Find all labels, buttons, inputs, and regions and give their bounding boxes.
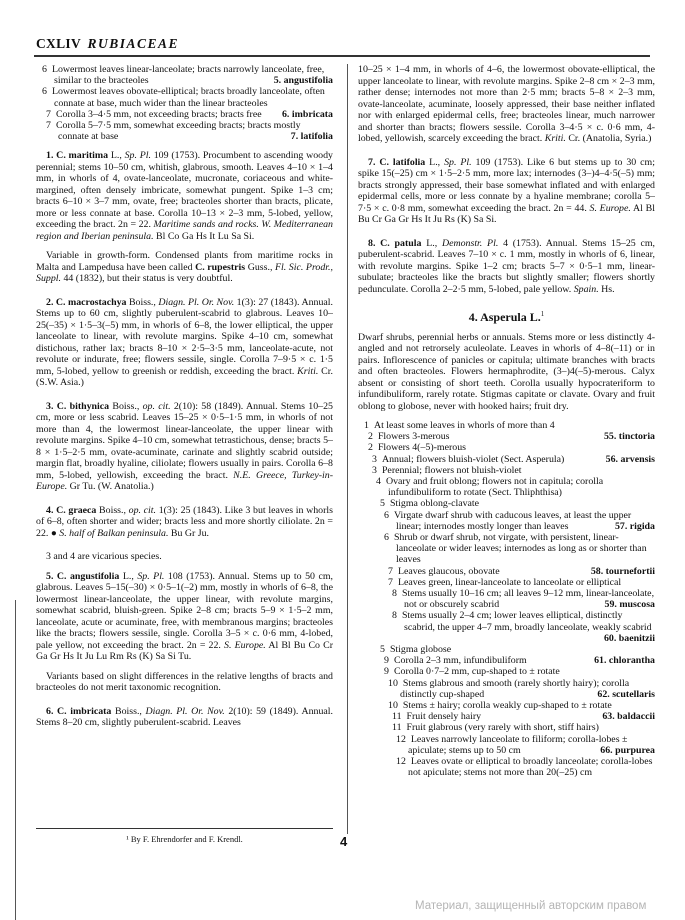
key-couplet: [358, 577, 655, 588]
couplet-number: 10: [388, 700, 398, 712]
couplet-text: Lowermost leaves linear-lanceolate; bracts narrowly lanceolate, free, similar to the bracteoles: [51, 64, 325, 87]
species-entry: 1. C. maritima L., Sp. Pl. 109 (1753). Procumbent to ascending woody perennial; stems 10–50 cm, whitish, glabrous, smooth. Leaves 4–10 × 1–4 mm, in whorls of 4, ovate-lanceolate, mucronate, coriaceous and white-margined, often densely imbricate, somewhat pungent. Spike 1–3 cm; bracts 6–10 × 3–7 mm, ovate, free; bracteoles shorter than bracts, plicate, more or less connate at base. Corolla 10–13 × 2–3 mm, 5-lobed, yellow, exceeding the bract. 2n = 22. Maritime sands and rocks. W. Mediterranean region and Iberian peninsula. Bl Co Ga Hs It Lu Sa Si.: [36, 150, 333, 242]
species-note: Variants based on slight differences in the relative lengths of bracts and bracteoles do not merit taxonomic recognition.: [36, 670, 333, 694]
couplet-result: 6. imbricata: [281, 108, 333, 120]
copyright-watermark: Материал, защищенный авторским правом: [415, 900, 647, 912]
couplet-result: 61. chlorantha: [594, 655, 655, 667]
right-margin-bar: [347, 64, 348, 834]
couplet-result: 58. tournefortii: [590, 565, 655, 577]
species-note: Variable in growth-form. Condensed plants from maritime rocks in Malta and Lampedusa have been called C. rupestris Guss., Fl. Sic. Prodr., Suppl. 44 (1832), but their status is very doubtful.: [36, 250, 333, 285]
key-couplet: [36, 120, 333, 142]
couplet-text: Ovary and fruit oblong; flowers not in capitula; corolla infundibuliform to rotate (Sect. Thliphthisa): [385, 476, 604, 499]
chapter-number: CXLIV: [36, 36, 81, 51]
species-key-right: [358, 420, 655, 779]
key-couplet: [358, 476, 655, 498]
couplet-number: 12: [396, 756, 406, 768]
couplet-result: 7. latifolia: [290, 131, 333, 143]
couplet-number: 6: [384, 509, 389, 521]
couplet-text: Virgate dwarf shrub with caducous leaves, at least the upper linear; internodes mostly longer than leaves: [393, 509, 632, 532]
couplet-text: Annual; flowers bluish-violet (Sect. Asperula): [381, 453, 565, 465]
key-couplet: [36, 86, 333, 108]
key-couplet: [358, 532, 655, 566]
key-couplet: [358, 566, 655, 577]
couplet-result: 66. purpurea: [600, 744, 655, 756]
couplet-result: 57. rigida: [614, 520, 655, 532]
key-couplet: [358, 498, 655, 509]
family-name: RUBIACEAE: [87, 36, 179, 51]
key-couplet: [358, 420, 655, 431]
key-couplet: [358, 666, 655, 677]
key-couplet: [358, 465, 655, 476]
footnote-rule: [36, 828, 333, 829]
key-couplet: [358, 431, 655, 442]
couplet-text: Leaves narrowly lanceolate to filiform; corolla-lobes ± apiculate; stems up to 50 cm: [408, 733, 628, 756]
couplet-text: Stems usually 10–16 cm; all leaves 9–12 mm, linear-lanceolate, not or obscurely scabrid: [401, 588, 655, 611]
couplet-number: 5: [380, 644, 385, 656]
couplet-text: Flowers 4(–5)-merous: [377, 442, 466, 454]
key-couplet: [36, 64, 333, 86]
key-couplet: [358, 756, 655, 778]
couplet-result: 59. muscosa: [604, 599, 655, 611]
couplet-result: 55. tinctoria: [603, 431, 655, 443]
couplet-number: 9: [384, 666, 389, 678]
species-entry-continued: 10–25 × 1–4 mm, in whorls of 4–6, the lowermost obovate-elliptical, the upper lanceolate to linear, with revolute margins. Spike 2–8 cm × 2–3 mm, rather dense; internodes not more than 2·5 mm; bracts 5–8 × 2–3 mm, ovate-lanceolate, acuminate, loosely appressed, their base neither inflated nor with enlarged epidermal cells, free; bracteoles linear, much narrower and shorter than bracts; flowers sessile. Corolla 3–4·5 × c. 0·6 mm, 4-lobed, yellowish, scarcely exceeding the bract. Kriti. Cr. (Anatolia, Syria.): [358, 64, 655, 144]
couplet-number: 3: [372, 464, 377, 476]
species-note: 3 and 4 are vicarious species.: [46, 551, 162, 563]
couplet-number: 10: [388, 677, 398, 689]
couplet-number: 8: [392, 610, 397, 622]
couplet-result: 56. arvensis: [605, 453, 655, 465]
footnote: ¹ By F. Ehrendorfer and F. Krendl.: [126, 834, 243, 844]
couplet-text: Stems ± hairy; corolla weakly cup-shaped to ± rotate: [402, 700, 612, 712]
footnote-marker: 1: [540, 310, 545, 318]
couplet-number: 5: [380, 498, 385, 510]
couplet-text: Fruit glabrous (very rarely with short, stiff hairs): [406, 722, 599, 734]
couplet-number: 3: [372, 453, 377, 465]
couplet-text: Stigma oblong-clavate: [389, 498, 480, 510]
couplet-number: 1: [364, 420, 369, 431]
couplet-text: Leaves ovate or elliptical to broadly lanceolate; corolla-lobes not apiculate; stems not more than 20(–25) cm: [408, 756, 653, 779]
header-rule: [34, 55, 650, 57]
species-entry: 2. C. macrostachya Boiss., Diagn. Pl. Or. Nov. 1(3): 27 (1843). Annual. Stems up to 60 cm, slightly puberulent-scabrid to glabrous. Leaves 10–25(–35) × 1·5–3(–5) mm, in whorls of 6–8, the lower elliptical, the upper lanceolate to linear, with revolute margins. Spike 4–10 cm, somewhat distichous, rather lax; bracts 8–10 × 2·5–3·5 mm, lanceolate-acute, not revolute or indurate, free; flowers sessile, single. Corolla 7–9·5 × c. 1·5 mm, 5-lobed, yellow to greenish or reddish, exceeding the bract. Kriti. Cr. (S.W. Asia.): [36, 296, 333, 389]
couplet-text: At least some leaves in whorls of more than 4: [373, 420, 555, 431]
key-couplet: [358, 678, 655, 700]
couplet-text: Lowermost leaves obovate-elliptical; bracts broadly lanceolate, often connate at base, much wider than the linear bracteoles: [51, 86, 325, 109]
key-couplet: [358, 588, 655, 610]
couplet-text: Stems glabrous and smooth (rarely shortly hairy); corolla distinctly cup-shaped: [400, 677, 630, 700]
species-entry: 3. C. bithynica Boiss., op. cit. 2(10): 58 (1849). Annual. Stems 10–25 cm, more or less scabrid. Leaves 15–25 × 0·5–1·5 mm, in whorls of not more than 4, the lowermost linear-lanceolate, the upper linear with revolute margins. Spike 4–10 cm, somewhat tetrastichous, dense; bracts 5–8 × 1·5–2·5 mm, ovate-acuminate, carinate and slightly scabrid outside; margin flat, broadly hyaline, ciliolate; flowers usually in pairs. Corolla 6–8 mm, 5-lobed, yellowish, exceeding the bract. N.E. Greece, Turkey-in-Europe. Gr Tu. (W. Anatolia.): [36, 400, 333, 493]
couplet-number: 6: [384, 532, 389, 544]
right-column: [358, 64, 655, 787]
key-couplet: [358, 711, 655, 722]
couplet-number: 6: [42, 86, 47, 98]
key-couplet: [358, 700, 655, 711]
left-column: [36, 64, 333, 737]
genus-description: Dwarf shrubs, perennial herbs or annuals. Stems more or less distinctly 4-angled and not retrorsely aculeolate. Leaves in whorls of 4–8(–11) or in pairs. Inflorescence of panicles or capitula; ultimate branches with bracts and often bracteoles. Flowers hermaphrodite, (3–)4(–5)-merous. Calyx absent or consisting of short teeth. Corolla usually hypocrateriform to infundibuliform, rarely rotate. Stigmas capitate or clavate. Ovary and fruit oblong to globose, never with hooked hairs; fruit dry.: [358, 331, 655, 412]
couplet-number: 7: [46, 108, 51, 120]
couplet-number: 6: [42, 64, 47, 75]
couplet-text: Shrub or dwarf shrub, not virgate, with persistent, linear-lanceolate or wider leaves; internodes as long as or shorter than leaves: [393, 532, 647, 566]
running-header: [36, 36, 179, 52]
page-number: 4: [340, 834, 348, 849]
couplet-text: Corolla 3–4·5 mm, not exceeding bracts; bracts free: [55, 108, 262, 120]
left-margin-bar: [15, 600, 16, 920]
species-entry: 7. C. latifolia L., Sp. Pl. 109 (1753). Like 6 but stems up to 30 cm; spike 15(–25) cm × 1·5–2·5 mm, more lax; internodes (3–)4–4·5(–5) mm; bracts strongly appressed, their base somewhat inflated and with enlarged epidermal cells, more or less connate by a hyaline membrane; corolla 5–7·5 × c. 0·8 mm, somewhat exceeding the bract. 2n = 44. S. Europe. Al Bl Bu Cr Ga Gr Hs It Ju Rs (K) Sa Si.: [358, 156, 655, 225]
couplet-number: 7: [46, 120, 51, 132]
key-couplet: [358, 454, 655, 465]
couplet-number: 12: [396, 733, 406, 745]
couplet-number: 11: [392, 722, 402, 734]
couplet-text: Corolla 2–3 mm, infundibuliform: [393, 655, 527, 667]
couplet-number: 7: [388, 565, 393, 577]
couplet-number: 8: [392, 588, 397, 600]
couplet-text: Fruit densely hairy: [406, 711, 482, 723]
couplet-text: Leaves green, linear-lanceolate to lanceolate or elliptical: [397, 576, 622, 588]
species-entry: 4. C. graeca Boiss., op. cit. 1(3): 25 (1843). Like 3 but leaves in whorls of 6–8, often shorter and wider; bracts less and more shortly ciliolate. 2n = 22. ● S. half of Balkan peninsula. Bu Gr Ju.: [36, 504, 333, 539]
couplet-number: 11: [392, 711, 402, 723]
couplet-text: Corolla 5–7·5 mm, somewhat exceeding bracts; bracts mostly connate at base: [55, 120, 301, 143]
couplet-text: Corolla 0·7–2 mm, cup-shaped to ± rotate: [393, 666, 560, 678]
key-couplet: [358, 734, 655, 756]
key-couplet: [358, 510, 655, 532]
species-entry: 8. C. patula L., Demonstr. Pl. 4 (1753). Annual. Stems 15–25 cm, puberulent-scabrid. Leaves 7–10 × c. 1 mm, mostly in whorls of 6, linear, with revolute margins. Spike 1–2 cm; bracts 5–7 × 0·5–1 mm, linear-subulate; bracteoles like the bracts but slightly smaller; flowers shortly pedunculate. Corolla 2–2·5 mm, 5-lobed, pale yellow. Spain. Hs.: [358, 237, 655, 295]
couplet-result: 63. baldaccii: [602, 711, 655, 723]
key-couplet: [358, 655, 655, 666]
couplet-number: 9: [384, 655, 389, 667]
couplet-result: 62. scutellaris: [597, 688, 655, 700]
genus-heading: 4. Asperula L.$^1$: [468, 310, 545, 324]
key-couplet: [358, 610, 655, 644]
species-entry: 6. C. imbricata Boiss., Diagn. Pl. Or. Nov. 2(10): 59 (1849). Annual. Stems 8–20 cm, slightly puberulent-scabrid. Leaves: [36, 705, 333, 729]
key-couplet: [36, 109, 333, 120]
couplet-text: Stems usually 2–4 cm; lower leaves elliptical, distinctly scabrid, the upper 4–7 mm, broadly lanceolate, weakly scabrid: [401, 610, 652, 633]
species-entry: 5. C. angustifolia L., Sp. Pl. 108 (1753). Annual. Stems up to 50 cm, glabrous. Leaves 5–15(–30) × 0·5–1(–2) mm, mostly in whorls of 6–8, the lowermost linear-lanceolate, the upper linear, with revolute margins, somewhat scabrid, bluish-green. Spike 2–8 cm; bracts 5–9 × 1·5–2 mm, lanceolate, acute or acuminate, free, with membranous margins; bracteoles like the bracts; flowers sessile, single. Corolla 3–5 × c. 0·6 mm, 4-lobed, pale yellow, not exceeding the bract. 2n = 22. S. Europe. Al Bl Bu Co Cr Ga Gr Hs It Ju Lu Rm Rs (K) Sa Si Tu.: [36, 570, 333, 663]
couplet-number: 7: [388, 576, 393, 588]
key-couplet: [358, 644, 655, 655]
species-key-left: [36, 64, 333, 142]
couplet-text: Stigma globose: [389, 644, 452, 656]
couplet-number: 4: [376, 476, 381, 488]
key-couplet: [358, 442, 655, 453]
couplet-result: 5. angustifolia: [273, 75, 333, 87]
key-couplet: [358, 722, 655, 733]
couplet-number: 2: [368, 431, 373, 443]
couplet-text: Perennial; flowers not bluish-violet: [381, 464, 522, 476]
couplet-number: 2: [368, 442, 373, 454]
couplet-text: Leaves glaucous, obovate: [397, 565, 500, 577]
couplet-text: Flowers 3-merous: [377, 431, 450, 443]
couplet-result: 60. baenitzii: [603, 632, 655, 644]
